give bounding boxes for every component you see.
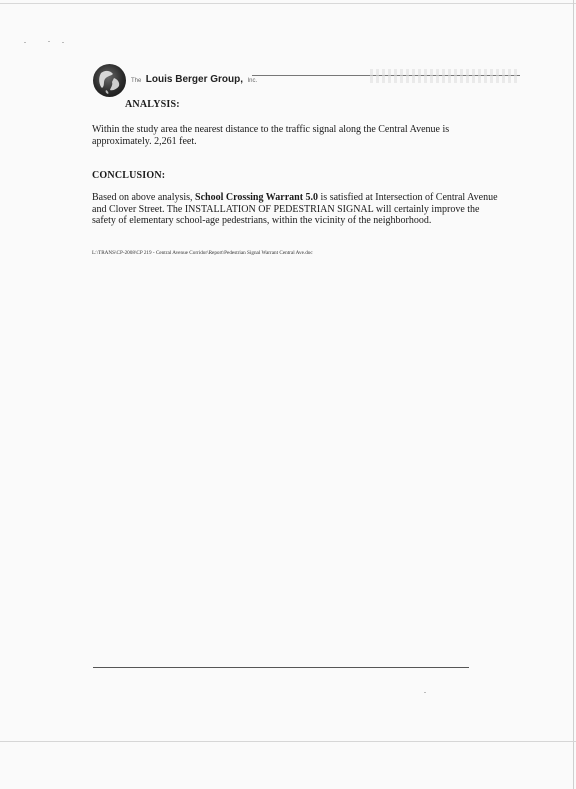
scan-speck xyxy=(424,692,426,693)
analysis-heading: ANALYSIS: xyxy=(125,99,180,110)
conclusion-heading: CONCLUSION: xyxy=(92,170,166,181)
scan-edge-top xyxy=(0,3,576,4)
file-path: L:\TRANS\CP-2008\CP 219 - Central Avenue Corridor\Report\Pedestrian Signal Warrant Central Ave.doc xyxy=(92,250,313,256)
company-name-text: Louis Berger Group, xyxy=(145,74,244,85)
footer-rule xyxy=(93,667,469,668)
warrant-name: School Crossing Warrant 5.0 xyxy=(195,192,319,203)
company-logo-icon xyxy=(93,64,126,97)
scan-edge-right xyxy=(573,0,574,789)
company-prefix: The xyxy=(131,78,142,84)
scan-speck xyxy=(48,41,50,42)
analysis-text: Within the study area the nearest distance to the traffic signal along the Central Avenue is approximately. 2,261 feet. xyxy=(92,124,450,147)
scan-speck xyxy=(24,42,26,43)
company-name xyxy=(131,69,257,87)
conclusion-text xyxy=(92,192,502,227)
scan-speck xyxy=(62,42,64,43)
conclusion-text-after: is satisfied at Intersection of Central Avenue and Clover Street. The INSTALLATION OF PEDESTRIAN SIGNAL will certainly improve the safety of elementary school-age pedestrians, within the vicinity of the neighborhood. xyxy=(92,192,498,226)
faded-header-text xyxy=(370,69,520,83)
company-suffix: Inc. xyxy=(247,78,258,84)
scan-edge-bottom xyxy=(0,741,576,742)
conclusion-text-before: Based on above analysis, xyxy=(92,192,196,203)
